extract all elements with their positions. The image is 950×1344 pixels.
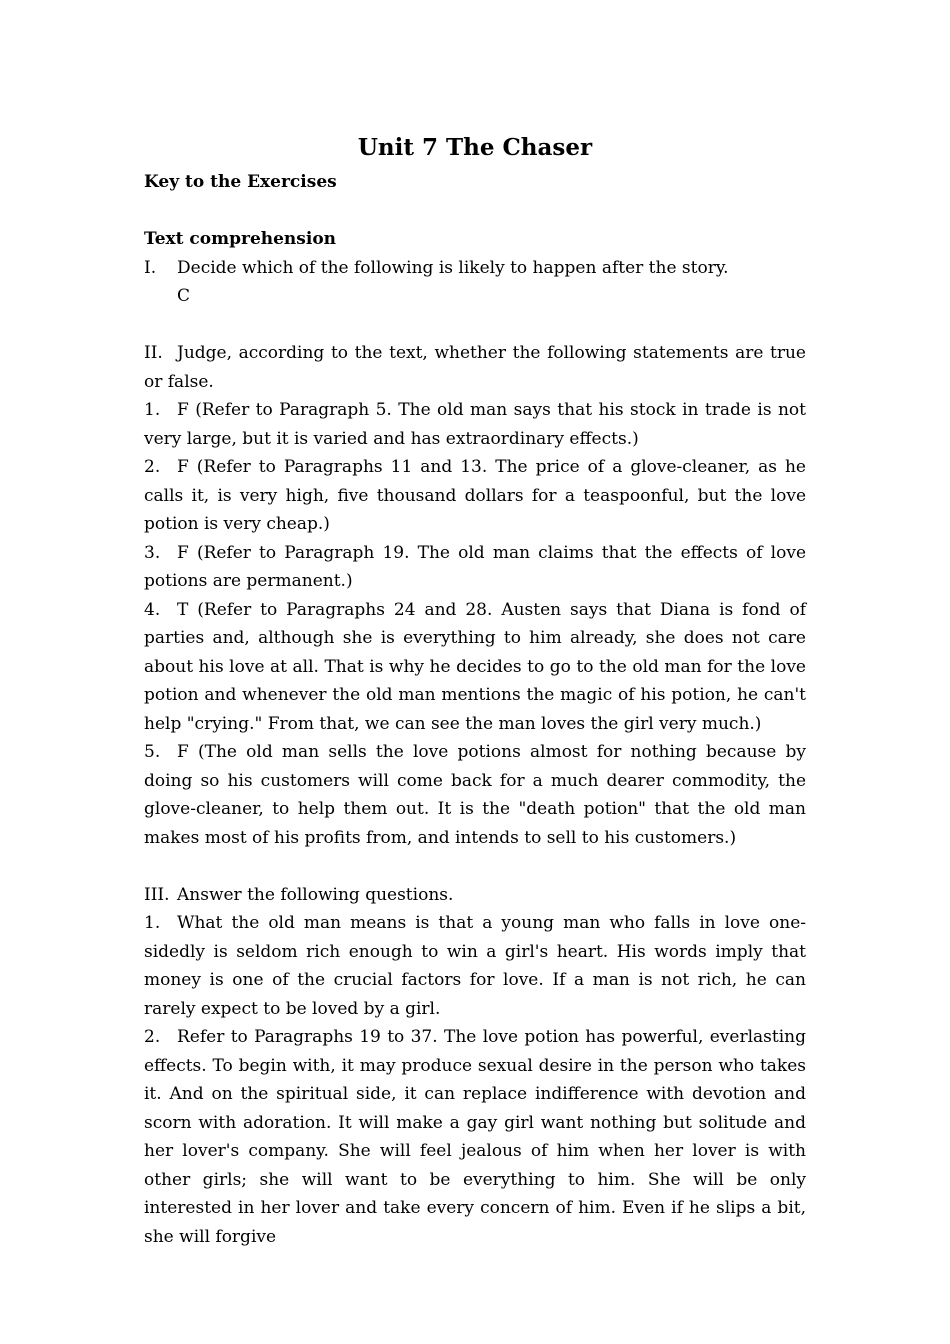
subtitle: Key to the Exercises xyxy=(144,172,337,192)
document-page xyxy=(144,130,806,1251)
part3-number: III. xyxy=(144,884,170,905)
item-number: 4. xyxy=(144,599,161,620)
list-item xyxy=(144,738,806,852)
page-title: Unit 7 The Chaser xyxy=(357,134,593,161)
part1-text: Decide which of the following is likely to happen after the story. xyxy=(177,257,729,278)
item-text: Refer to Paragraphs 19 to 37. The love potion has powerful, everlasting effects. To begin with, it may produce sexual desire in the person who takes it. And on the spiritual side, it can replace indifference with devotion and scorn with adoration. It will make a gay girl want nothing but solitude and her lover's company. She will feel jealous of him when her lover is with other girls; she will want to be everything to him. She will be only interested in her lover and take every concern of him. Even if he slips a bit, she will forgive xyxy=(144,1027,806,1247)
item-number: 1. xyxy=(144,400,161,420)
part2-text: Judge, according to the text, whether the following statements are true or false. xyxy=(144,343,806,392)
part1-number: I. xyxy=(144,257,157,278)
spacer xyxy=(144,197,806,226)
item-number: 2. xyxy=(144,457,161,477)
item-text: What the old man means is that a young man who falls in love one-sidedly is seldom rich enough to win a girl's heart. His words imply that money is one of the crucial factors for love. If a man is not rich, he can rarely expect to be loved by a girl. xyxy=(144,913,806,1019)
spacer xyxy=(144,852,806,881)
item-number: 3. xyxy=(144,542,161,563)
part3-instruction xyxy=(144,881,806,910)
item-text: F (Refer to Paragraphs 11 and 13. The price of a glove-cleaner, as he calls it, is very high, five thousand dollars for a teaspoonful, but the love potion is very cheap.) xyxy=(144,457,806,534)
part1-instruction xyxy=(144,254,806,283)
item-number: 1. xyxy=(144,913,161,933)
part3-text: Answer the following questions. xyxy=(177,884,454,905)
item-number: 2. xyxy=(144,1027,161,1047)
section-heading: Text comprehension xyxy=(144,229,337,249)
list-item xyxy=(144,396,806,453)
list-item xyxy=(144,539,806,596)
list-item xyxy=(144,909,806,1023)
item-number: 5. xyxy=(144,742,161,762)
part2-instruction xyxy=(144,339,806,396)
spacer xyxy=(144,311,806,340)
list-item xyxy=(144,453,806,539)
item-text: F (Refer to Paragraph 5. The old man says that his stock in trade is not very large, but it is varied and has extraordinary effects.) xyxy=(144,400,806,449)
item-text: T (Refer to Paragraphs 24 and 28. Austen says that Diana is fond of parties and, although she is everything to him already, she does not care about his love at all. That is why he decides to go to the old man for the love potion and whenever the old man mentions the magic of his potion, he can't help "crying." From that, we can see the man loves the girl very much.) xyxy=(144,599,806,734)
item-text: F (Refer to Paragraph 19. The old man claims that the effects of love potions are permanent.) xyxy=(144,542,806,591)
list-item xyxy=(144,1023,806,1251)
list-item xyxy=(144,596,806,739)
item-text: F (The old man sells the love potions almost for nothing because by doing so his customers will come back for a much dearer commodity, the glove-cleaner, to help them out. It is the "death potion" that the old man makes most of his profits from, and intends to sell to his customers.) xyxy=(144,742,806,848)
part1-answer: C xyxy=(177,286,191,306)
part2-number: II. xyxy=(144,343,163,363)
